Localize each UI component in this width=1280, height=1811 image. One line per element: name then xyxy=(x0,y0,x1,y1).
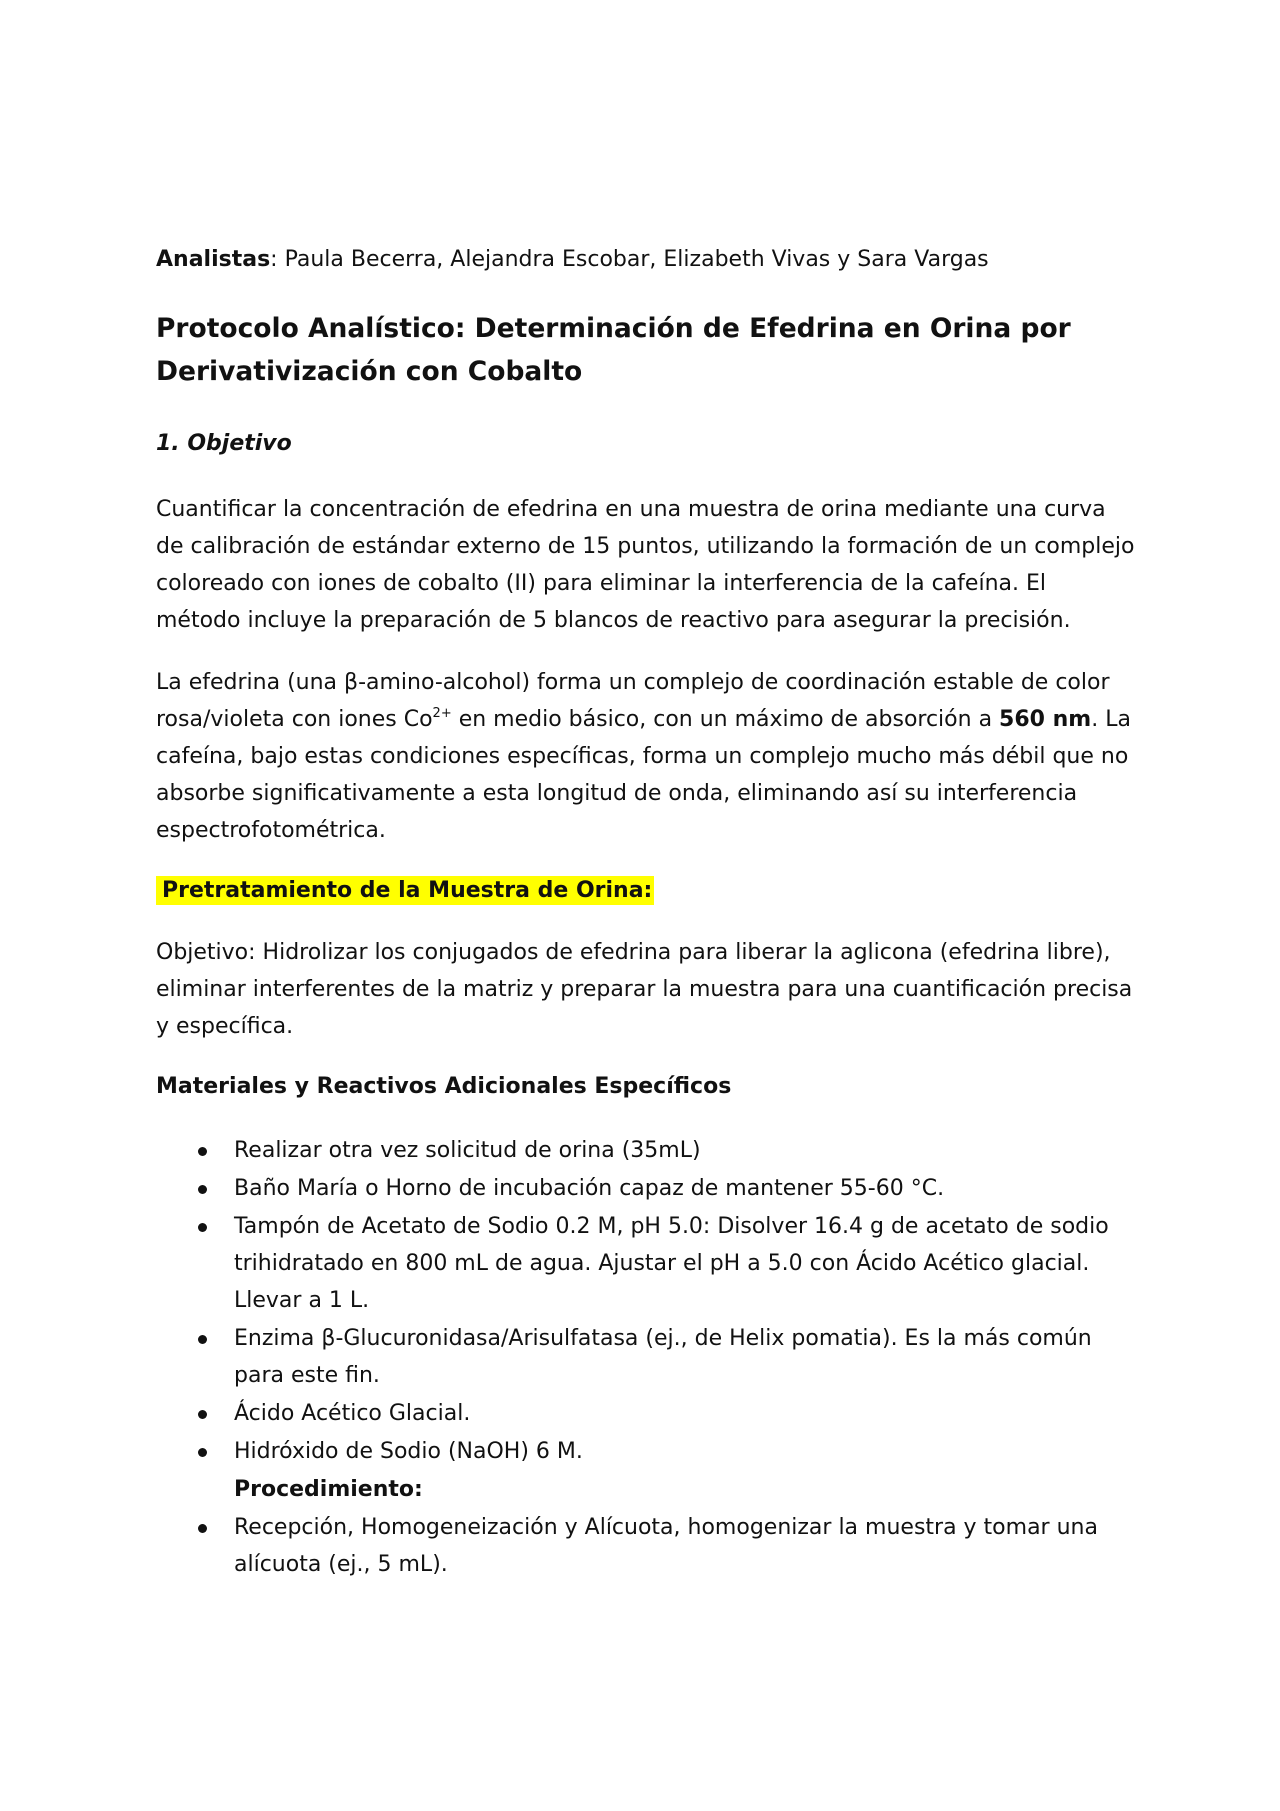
list-item-text: Hidróxido de Sodio (NaOH) 6 M. xyxy=(234,1439,583,1464)
pretreatment-heading: Pretratamiento de la Muestra de Orina: xyxy=(156,876,654,905)
list-item xyxy=(156,1208,1136,1319)
wavelength-value: 560 nm xyxy=(999,707,1092,732)
list-item-text: Tampón de Acetato de Sodio 0.2 M, pH 5.0: Disolver 16.4 g de acetato de sodio trihidratado en 800 mL de agua. Ajustar el pH a 5.0 con Ácido Acético glacial. Llevar a 1 L. xyxy=(234,1214,1109,1313)
procedure-list xyxy=(156,1509,1136,1583)
document-body xyxy=(156,243,1136,1584)
bullet-icon xyxy=(198,1147,207,1156)
analysts-label: Analistas xyxy=(156,247,271,272)
pretreatment-objective: Objetivo: Hidrolizar los conjugados de efedrina para liberar la aglicona (efedrina libre), eliminar interferentes de la matriz y preparar la muestra para una cuantificación precisa y específica. xyxy=(156,940,1133,1039)
list-item xyxy=(156,1395,1136,1432)
objective-heading: 1. Objetivo xyxy=(156,431,292,456)
list-item xyxy=(156,1320,1136,1394)
analysts-line xyxy=(156,243,1136,277)
list-item-text: Realizar otra vez solicitud de orina (35mL) xyxy=(234,1138,701,1163)
bullet-icon xyxy=(198,1223,207,1232)
bullet-icon xyxy=(198,1410,207,1419)
list-item xyxy=(156,1170,1136,1207)
list-item-text: Baño María o Horno de incubación capaz de mantener 55-60 °C. xyxy=(234,1176,945,1201)
list-item xyxy=(156,1509,1136,1583)
para2-text-b: en medio básico, con un máximo de absorción a xyxy=(451,707,1000,732)
list-item-text: Enzima β-Glucuronidasa/Arisulfatasa (ej., de Helix pomatia). Es la más común para este fin. xyxy=(234,1326,1092,1388)
objective-paragraph-2 xyxy=(156,664,1136,849)
list-item xyxy=(156,1132,1136,1169)
cobalt-charge-superscript: 2+ xyxy=(432,706,452,721)
bullet-icon xyxy=(198,1524,207,1533)
bullet-icon xyxy=(198,1448,207,1457)
pretreatment-heading-line xyxy=(156,874,1136,908)
analysts-names: : Paula Becerra, Alejandra Escobar, Elizabeth Vivas y Sara Vargas xyxy=(270,247,989,272)
materials-heading: Materiales y Reactivos Adicionales Específicos xyxy=(156,1074,732,1099)
bullet-icon xyxy=(198,1185,207,1194)
list-item xyxy=(156,1433,1136,1470)
materials-list xyxy=(156,1132,1136,1470)
para2-text-c: . La cafeína, bajo estas condiciones específicas, forma un complejo mucho más débil que no absorbe significativamente a esta longitud de onda, eliminando así su interferencia espectrofotométrica. xyxy=(156,707,1131,843)
bullet-icon xyxy=(198,1335,207,1344)
para2-text-a: La efedrina (una β-amino-alcohol) forma un complejo de coordinación estable de color rosa/violeta con iones Co xyxy=(156,670,1110,732)
list-item-text: Ácido Acético Glacial. xyxy=(234,1401,471,1426)
objective-paragraph-1: Cuantificar la concentración de efedrina en una muestra de orina mediante una curva de calibración de estándar externo de 15 puntos, utilizando la formación de un complejo coloreado con iones de cobalto (II) para eliminar la interferencia de la cafeína. El método incluye la preparación de 5 blancos de reactivo para asegurar la precisión. xyxy=(156,497,1135,633)
procedure-label: Procedimiento: xyxy=(234,1477,423,1502)
document-title: Protocolo Analístico: Determinación de Efedrina en Orina por Derivativización con Cobalto xyxy=(156,313,1071,387)
list-item-text: Recepción, Homogeneización y Alícuota, homogenizar la muestra y tomar una alícuota (ej., 5 mL). xyxy=(234,1515,1098,1577)
